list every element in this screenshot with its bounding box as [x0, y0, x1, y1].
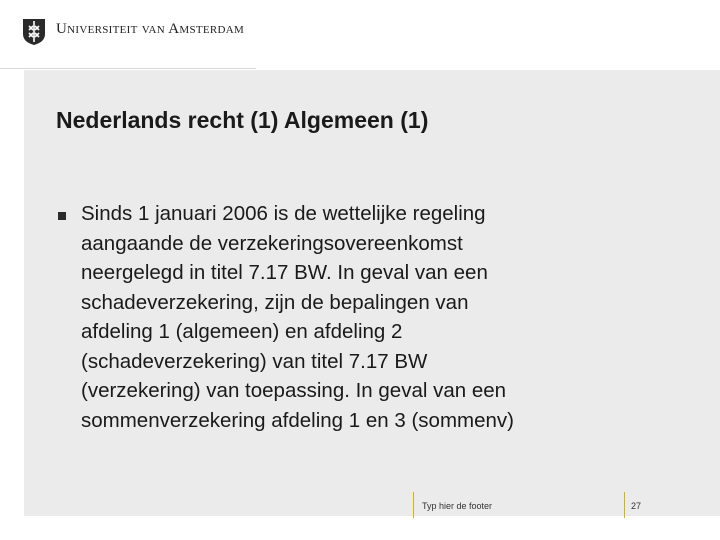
footer-divider-left [413, 492, 414, 518]
bullet-line: afdeling 1 (algemeen) en afdeling 2 [81, 320, 403, 343]
bullet-line: aangaande de verzekeringsovereenkomst [81, 231, 463, 255]
bullet-text [81, 199, 681, 435]
bullet-line: schadeverzekering, zijn de bepalingen van [81, 290, 469, 314]
uva-crest-icon [22, 18, 46, 46]
footer-text: Typ hier de footer [422, 501, 493, 511]
slide-title: Nederlands recht (1) Algemeen (1) [56, 107, 429, 133]
bullet-line: (schadeverzekering) van titel 7.17 BW [81, 349, 428, 373]
footer-divider-right [624, 492, 625, 518]
bullet-line: Sinds 1 januari 2006 is de wettelijke regeling [81, 202, 486, 225]
bullet-line: neergelegd in titel 7.17 BW. In geval van een [81, 261, 488, 284]
page-number: 27 [631, 501, 642, 511]
header [0, 0, 720, 70]
bullet-line: (verzekering) van toepassing. In geval van een [81, 379, 507, 402]
header-divider [0, 68, 256, 69]
organization-name: Universiteit van Amsterdam [56, 21, 245, 37]
bullet-line: sommenverzekering afdeling 1 en 3 (sommenv) [81, 408, 514, 432]
bullet-square-icon [58, 212, 66, 220]
